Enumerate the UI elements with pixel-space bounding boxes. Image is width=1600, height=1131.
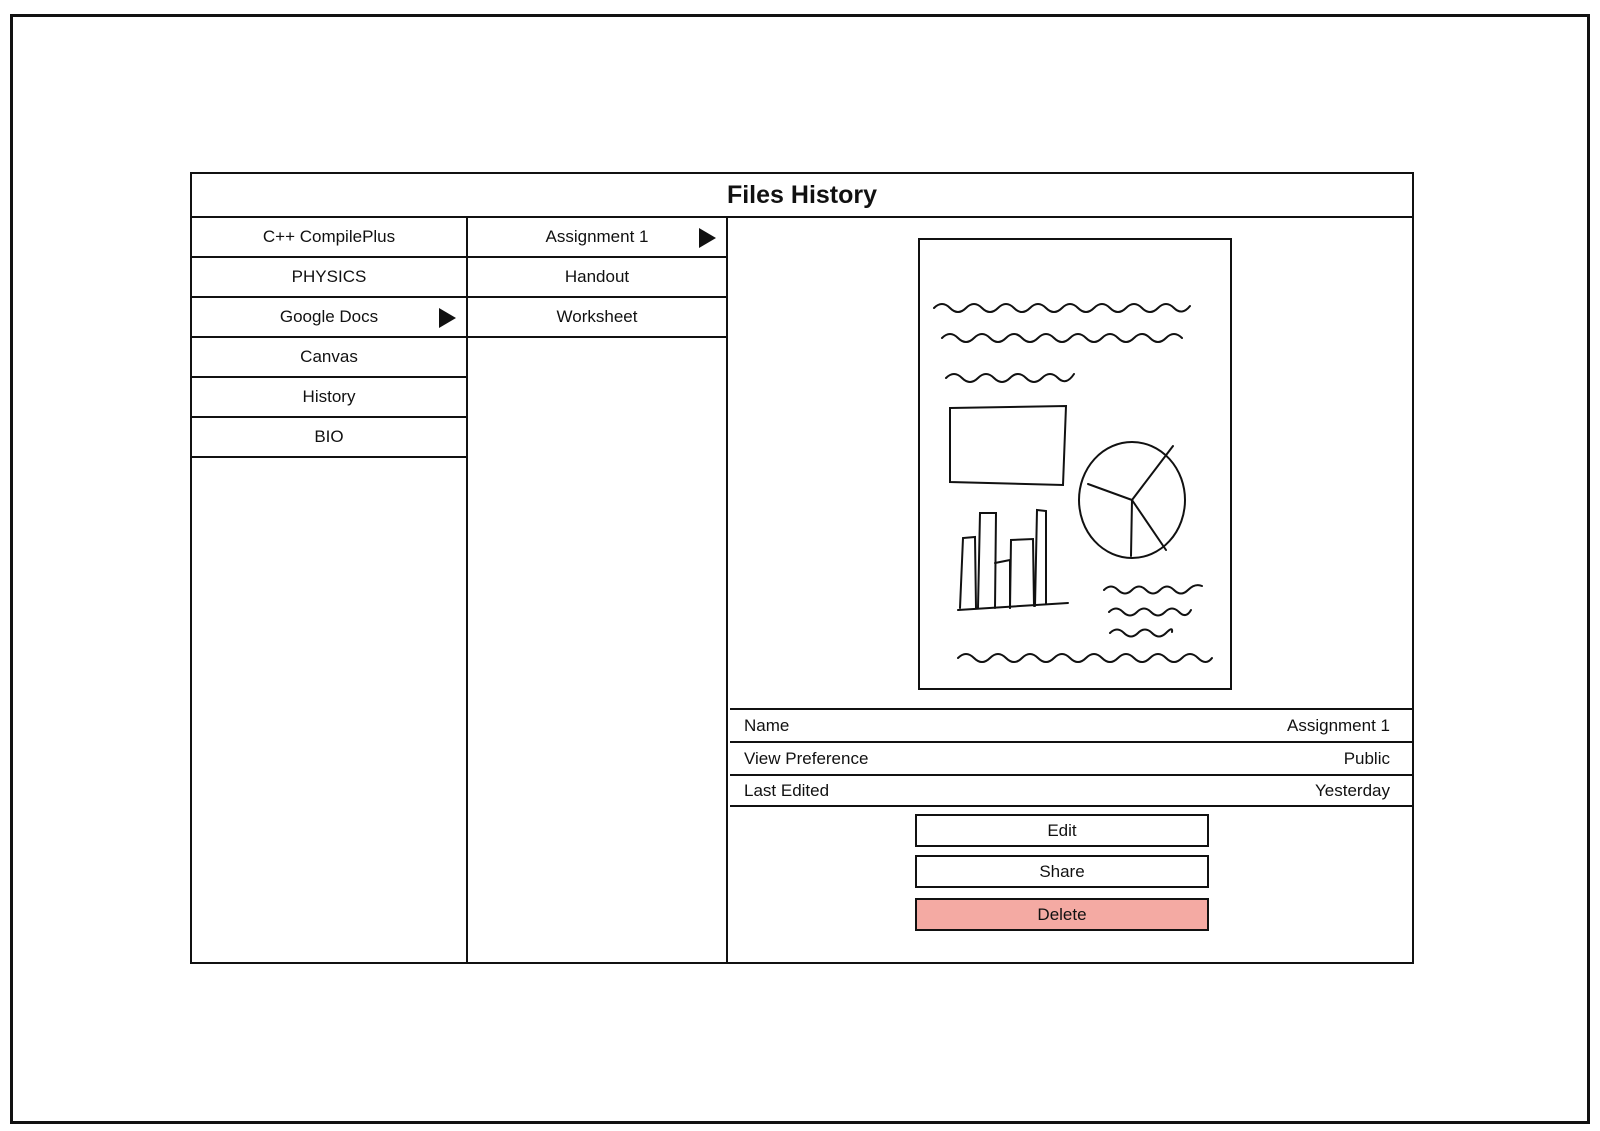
property-label: View Preference	[744, 748, 869, 768]
files-history-window	[190, 172, 1414, 964]
edit-button[interactable]: Edit	[915, 814, 1209, 847]
file-item-handout[interactable]	[468, 258, 726, 298]
source-item-history[interactable]	[192, 378, 466, 418]
play-arrow-icon	[439, 308, 456, 328]
property-label: Last Edited	[744, 780, 830, 800]
property-row-view-preference	[730, 741, 1414, 774]
property-value: Public	[1343, 748, 1390, 768]
source-item-label: C++ CompilePlus	[262, 227, 396, 246]
window-title: Files History	[192, 174, 1412, 218]
source-item-label: History	[302, 387, 356, 406]
source-item-bio[interactable]	[192, 418, 466, 458]
source-item-label: Canvas	[300, 347, 358, 366]
document-thumbnail-icon	[918, 238, 1232, 690]
document-preview	[730, 218, 1414, 708]
source-item-label: PHYSICS	[291, 267, 367, 286]
file-item-assignment-1[interactable]	[468, 218, 726, 258]
property-row-last-edited	[730, 774, 1414, 807]
source-item-cpp-compileplus[interactable]	[192, 218, 466, 258]
source-item-canvas[interactable]	[192, 338, 466, 378]
files-list	[468, 218, 728, 964]
file-item-label: Assignment 1	[545, 227, 649, 246]
source-item-physics[interactable]	[192, 258, 466, 298]
file-item-label: Handout	[564, 267, 630, 286]
file-item-worksheet[interactable]	[468, 298, 726, 338]
source-item-label: Google Docs	[279, 307, 379, 326]
sources-list	[192, 218, 468, 964]
property-label: Name	[744, 715, 790, 735]
property-value: Yesterday	[1315, 780, 1390, 800]
file-properties	[730, 708, 1414, 807]
file-item-label: Worksheet	[556, 307, 638, 326]
source-item-google-docs[interactable]	[192, 298, 466, 338]
property-value: Assignment 1	[1287, 715, 1390, 735]
delete-button[interactable]: Delete	[915, 898, 1209, 931]
property-row-name	[730, 708, 1414, 741]
play-arrow-icon	[699, 228, 716, 248]
share-button[interactable]: Share	[915, 855, 1209, 888]
source-item-label: BIO	[314, 427, 344, 446]
